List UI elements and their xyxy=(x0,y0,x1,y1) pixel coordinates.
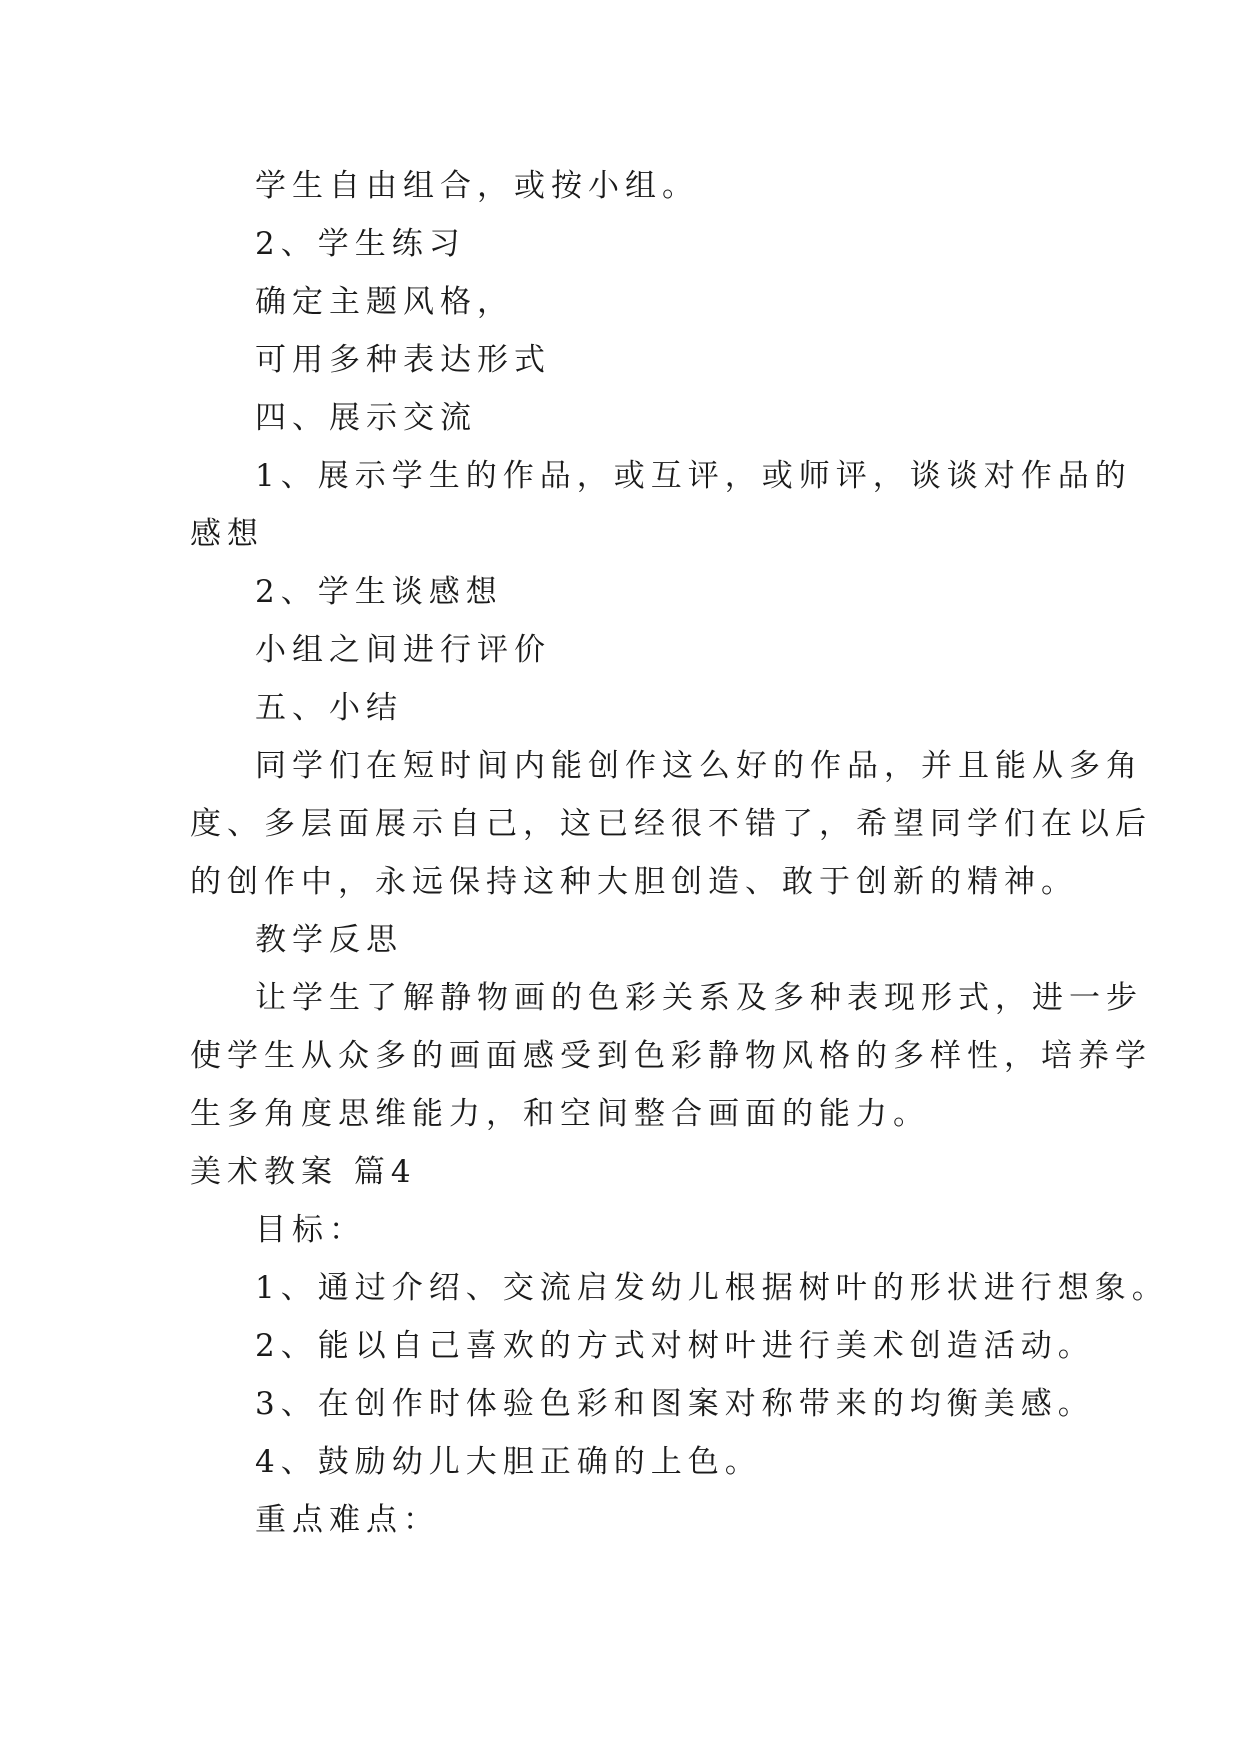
paragraph-line: 可用多种表达形式 xyxy=(255,342,551,378)
paragraph-line: 感想 xyxy=(190,516,264,552)
paragraph-line: 确定主题风格， xyxy=(255,284,514,320)
paragraph-line: 生多角度思维能力，和空间整合画面的能力。 xyxy=(190,1096,930,1132)
paragraph-line: 学生自由组合，或按小组。 xyxy=(255,168,699,204)
paragraph-line: 小组之间进行评价 xyxy=(255,632,551,668)
paragraph-line: 度、多层面展示自己，这已经很不错了，希望同学们在以后 xyxy=(190,806,1152,842)
section-heading: 四、展示交流 xyxy=(255,400,477,436)
paragraph-line: 同学们在短时间内能创作这么好的作品，并且能从多角 xyxy=(255,748,1143,784)
section-heading: 目标： xyxy=(255,1212,366,1248)
list-item: 2、能以自己喜欢的方式对树叶进行美术创造活动。 xyxy=(255,1328,1095,1364)
paragraph-line: 1、展示学生的作品，或互评，或师评，谈谈对作品的 xyxy=(255,458,1132,494)
list-item: 1、通过介绍、交流启发幼儿根据树叶的形状进行想象。 xyxy=(255,1270,1169,1306)
section-heading: 教学反思 xyxy=(255,922,403,958)
document-title: 美术教案 篇4 xyxy=(190,1154,417,1190)
paragraph-line: 使学生从众多的画面感受到色彩静物风格的多样性，培养学 xyxy=(190,1038,1152,1074)
list-item: 4、鼓励幼儿大胆正确的上色。 xyxy=(255,1444,762,1480)
paragraph-line: 2、学生谈感想 xyxy=(255,574,503,610)
paragraph-line: 的创作中，永远保持这种大胆创造、敢于创新的精神。 xyxy=(190,864,1078,900)
paragraph-line: 让学生了解静物画的色彩关系及多种表现形式，进一步 xyxy=(255,980,1143,1016)
paragraph-line: 2、学生练习 xyxy=(255,226,466,262)
section-heading: 五、小结 xyxy=(255,690,403,726)
section-heading: 重点难点： xyxy=(255,1502,440,1538)
list-item: 3、在创作时体验色彩和图案对称带来的均衡美感。 xyxy=(255,1386,1095,1422)
